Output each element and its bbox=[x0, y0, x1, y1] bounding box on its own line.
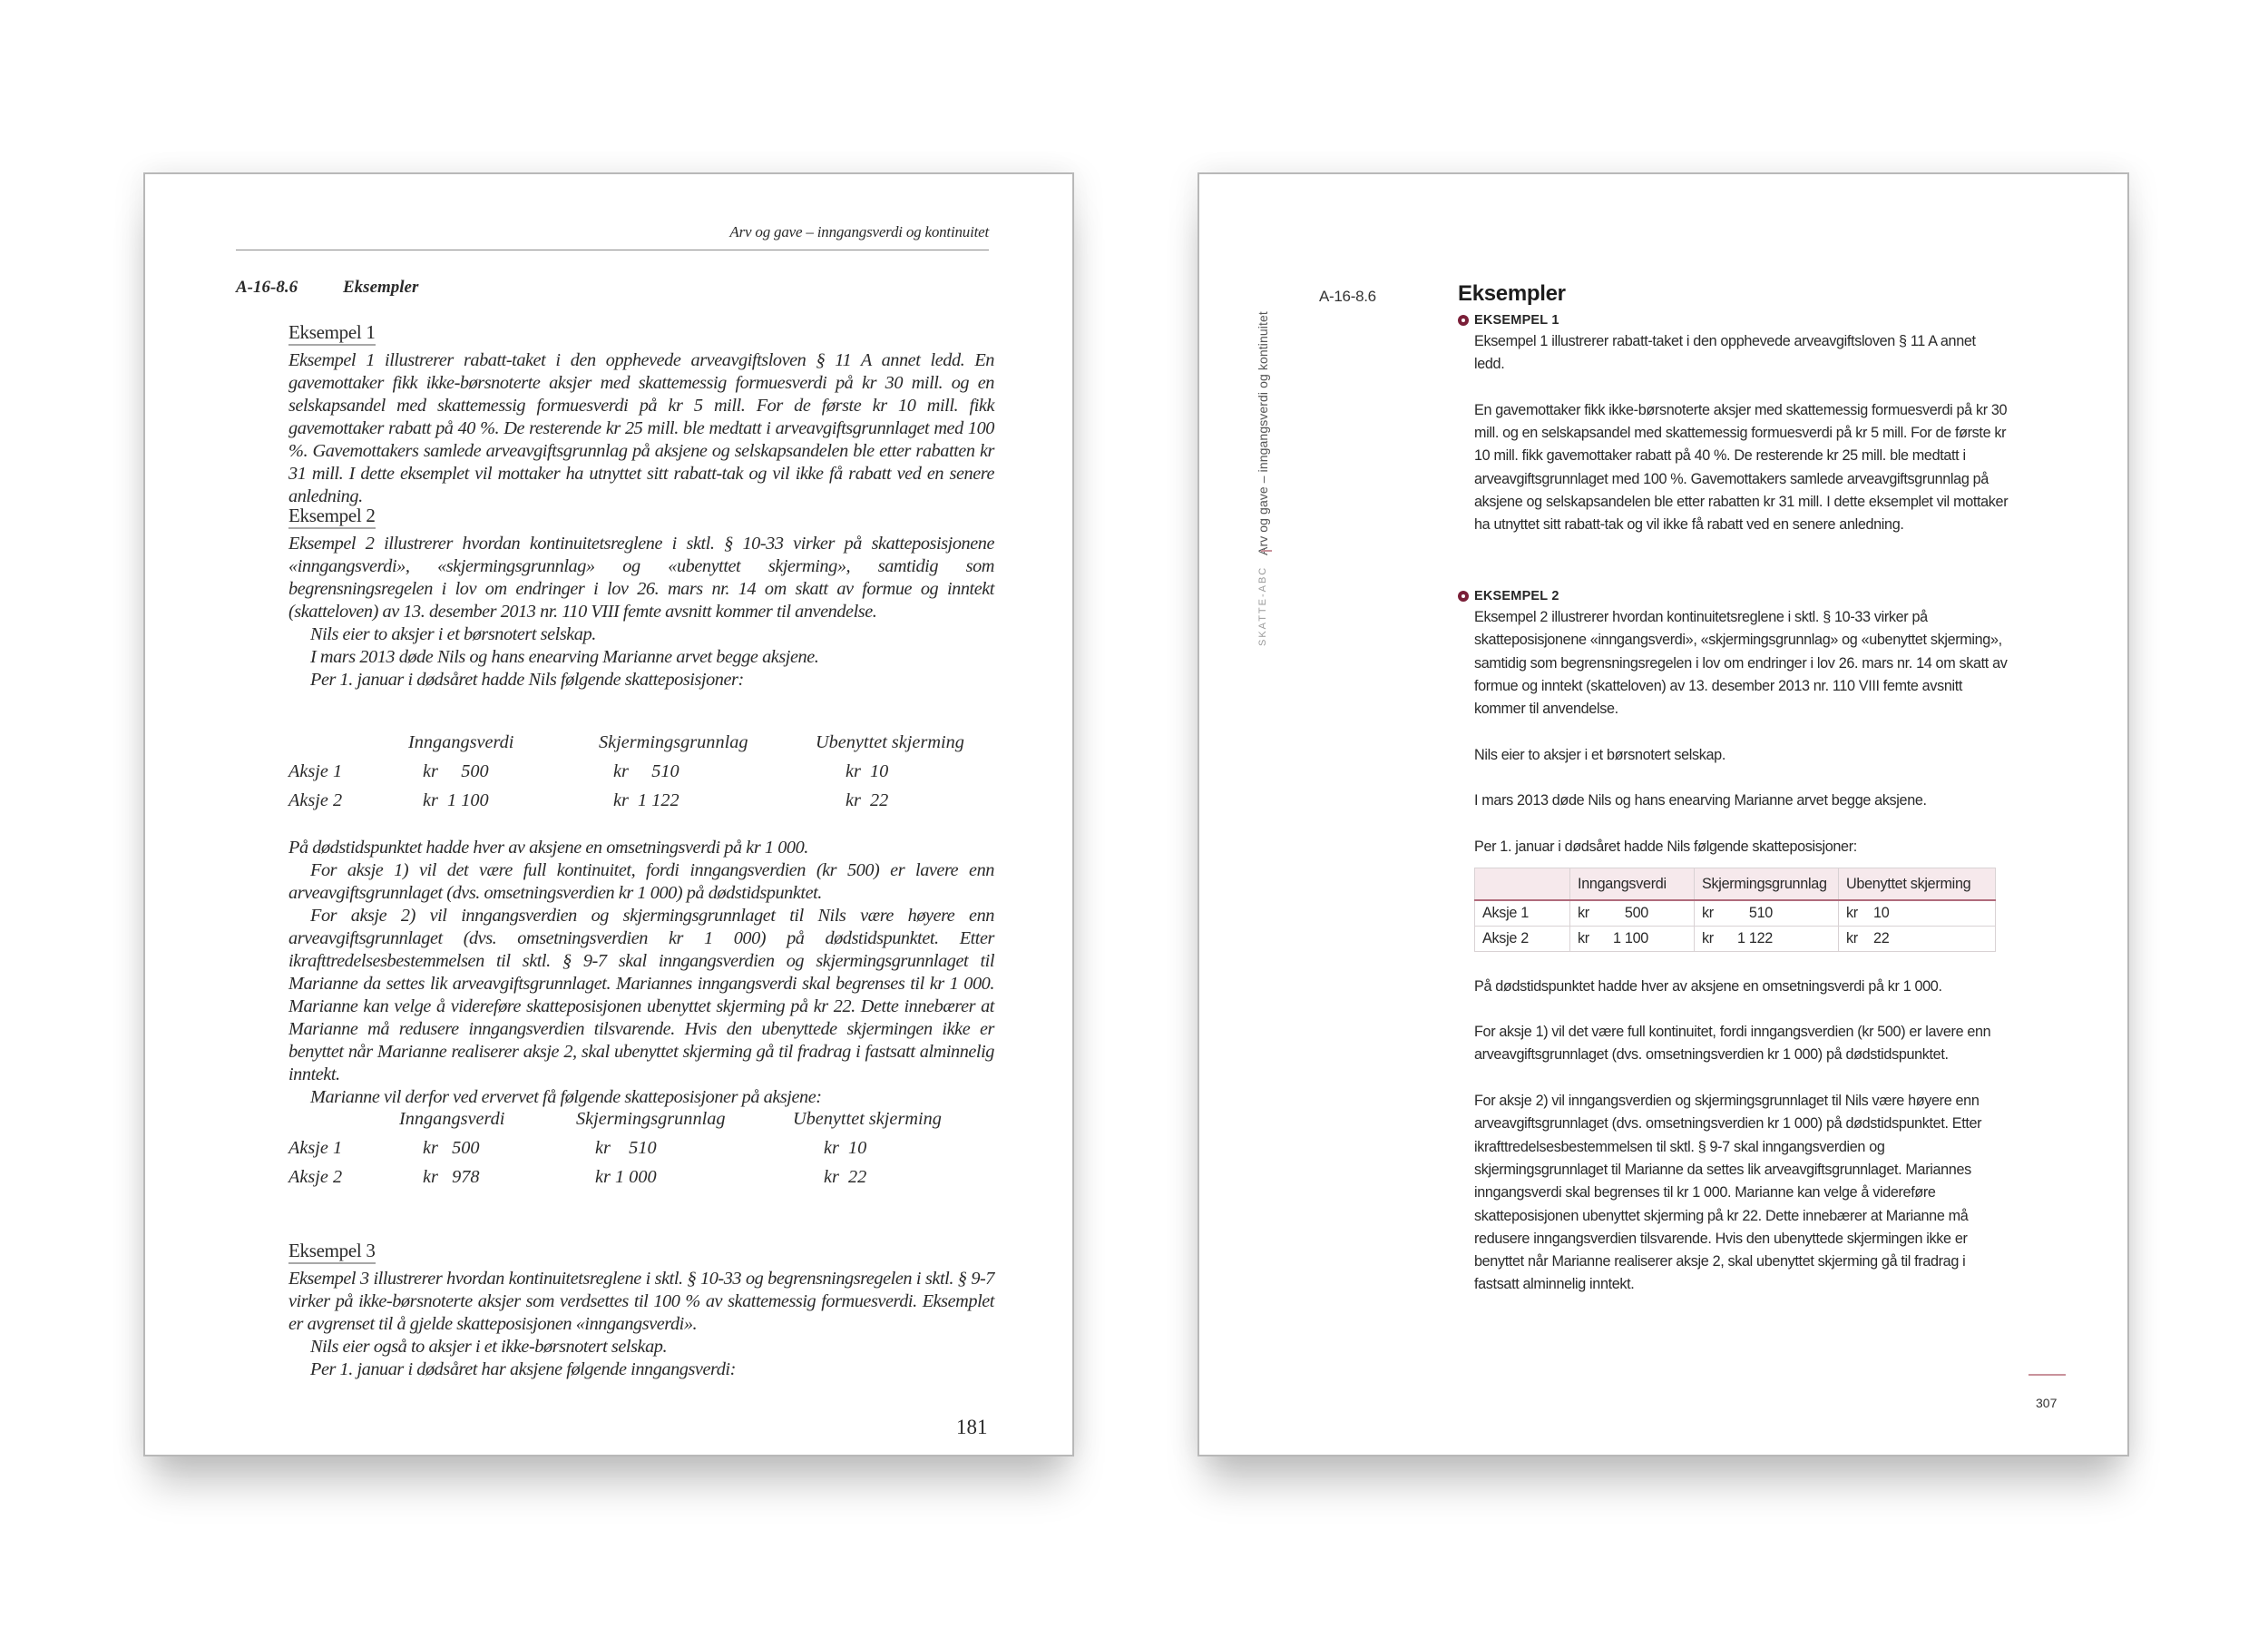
row-label: Aksje 2 bbox=[288, 1167, 343, 1187]
table-cell: kr 10 bbox=[1839, 900, 1996, 927]
example-3-line-1: Nils eier også to aksjer i et ikke-børsnotert selskap. bbox=[310, 1337, 668, 1357]
example-3-intro: Eksempel 3 illustrerer hvordan kontinuitetsreglene i sktl. § 10-33 og begrensningsregelen i sktl. § 9-7 virker på ikke-børsnoterte aksjer som verdsettes til 100 % av skattemessig formuesverdi. Eksemplet er avgrenset til å gjelde skatteposisjonen «inngangsverdi». bbox=[288, 1269, 994, 1334]
table-cell: kr 1 100 bbox=[423, 790, 489, 810]
circle-bullet-icon bbox=[1458, 591, 1469, 602]
table-header-row bbox=[1475, 868, 1996, 901]
example-2-paragraph-4: Per 1. januar i dødsåret hadde Nils følgende skatteposisjoner: bbox=[1474, 838, 1857, 855]
example-3-heading: Eksempel 3 bbox=[288, 1240, 376, 1264]
example-2-after-1: På dødstidspunktet hadde hver av aksjene en omsetningsverdi på kr 1 000. bbox=[288, 838, 808, 858]
right-page-new-layout bbox=[1198, 172, 2129, 1456]
table-cell: kr 500 bbox=[1570, 900, 1695, 927]
example-2-paragraph-2: Nils eier to aksjer i et børsnotert selskap. bbox=[1474, 746, 1725, 763]
footer-accent-rule bbox=[2028, 1374, 2066, 1376]
table-cell: kr 10 bbox=[824, 1138, 867, 1158]
example-2 bbox=[1458, 586, 2009, 1297]
table-cell: kr 510 bbox=[1695, 900, 1839, 927]
example-1-paragraph-2: En gavemottaker fikk ikke-børsnoterte aksjer med skattemessig formuesverdi på kr 30 mill. og en selskapsandel med skattemessig formuesverdi på kr 5 mill. For de første kr 10 mill. fikk gavemottaker rabatt på 40 %. De resterende kr 25 mill. ble medtatt i arveavgiftsgrunnlaget med 100 %. Gavemottakers samlede arveavgiftsgrunnlag på aksjene og selskapsandelen ble etter rabatten kr 31 mill. I dette eksemplet vil mottaker ha utnyttet sitt rabatt-tak og vil ikke få rabatt ved en senere anledning. bbox=[1474, 401, 2009, 534]
table-cell: kr 22 bbox=[846, 790, 889, 810]
example-2-after-4: Marianne vil derfor ved ervervet få følgende skatteposisjoner på aksjene: bbox=[310, 1087, 822, 1107]
table-cell: kr 1 122 bbox=[1695, 927, 1839, 952]
example-2-continued bbox=[288, 837, 994, 1109]
table-row bbox=[1475, 900, 1996, 927]
table-cell: kr 1 122 bbox=[613, 790, 679, 810]
table-header: Inngangsverdi bbox=[1570, 868, 1695, 901]
table-cell: kr 510 bbox=[595, 1138, 657, 1158]
table-header: Inngangsverdi bbox=[408, 732, 514, 752]
row-label: Aksje 1 bbox=[288, 1138, 343, 1158]
table-cell: kr 978 bbox=[423, 1167, 480, 1187]
row-label: Aksje 2 bbox=[1475, 927, 1570, 952]
example-1-heading-label: EKSEMPEL 1 bbox=[1474, 313, 1559, 328]
circle-bullet-icon bbox=[1458, 315, 1469, 326]
running-head: Arv og gave – inngangsverdi og kontinuitet bbox=[729, 223, 989, 240]
left-page-old-layout bbox=[143, 172, 1074, 1456]
example-2-paragraph-6: For aksje 1) vil det være full kontinuitet, fordi inngangsverdien (kr 500) er lavere enn arveavgiftsgrunnlaget (dvs. omsetningsverdien kr 1 000) på dødstidspunktet. bbox=[1474, 1024, 1991, 1064]
page-number: 181 bbox=[956, 1416, 988, 1438]
table-cell: kr 1 000 bbox=[595, 1167, 657, 1187]
example-2-intro: Eksempel 2 illustrerer hvordan kontinuitetsreglene i sktl. § 10-33 virker på skatteposisjonene «inngangsverdi», «skjermingsgrunnlag» og «ubenyttet skjerming», samtidig som begrensningsregelen i lov om endringer i lov 26. mars nr. 14 om skatt av formue og inntekt (skatteloven) av 13. desember 2013 nr. 110 VIII femte avsnitt kommer til anvendelse. bbox=[288, 534, 994, 622]
example-1-heading: Eksempel 1 bbox=[288, 321, 376, 346]
example-3-line-2: Per 1. januar i dødsåret har aksjene følgende inngangsverdi: bbox=[310, 1359, 736, 1379]
example-2-heading bbox=[1458, 586, 2009, 606]
row-label: Aksje 1 bbox=[288, 761, 343, 781]
table-cell: kr 10 bbox=[846, 761, 889, 781]
section-number: A-16-8.6 bbox=[236, 278, 298, 297]
example-2-line-2: I mars 2013 døde Nils og hans enearving Marianne arvet begge aksjene. bbox=[310, 647, 819, 667]
example-2-heading: Eksempel 2 bbox=[288, 505, 376, 529]
row-label: Aksje 2 bbox=[288, 790, 343, 810]
table-cell: kr 1 100 bbox=[1570, 927, 1695, 952]
table-row bbox=[1475, 927, 1996, 952]
example-2-paragraph-5: På dødstidspunktet hadde hver av aksjene en omsetningsverdi på kr 1 000. bbox=[1474, 977, 1942, 995]
table-header: Skjermingsgrunnlag bbox=[1695, 868, 1839, 901]
table-header: Skjermingsgrunnlag bbox=[599, 732, 748, 752]
example-1 bbox=[1458, 310, 2009, 537]
example-2-heading-label: EKSEMPEL 2 bbox=[1474, 589, 1559, 603]
table-cell: kr 500 bbox=[423, 761, 489, 781]
section-number: A-16-8.6 bbox=[1319, 288, 1376, 305]
example-2 bbox=[288, 505, 994, 691]
vertical-chapter-title: Arv og gave – inngangsverdi og kontinuitet bbox=[1256, 311, 1270, 555]
table-cell: kr 22 bbox=[824, 1167, 867, 1187]
example-1-heading bbox=[1458, 310, 2009, 330]
row-label: Aksje 1 bbox=[1475, 900, 1570, 927]
example-1-paragraph: Eksempel 1 illustrerer rabatt-taket i den opphevede arveavgiftsloven § 11 A annet ledd. En gavemottaker fikk ikke-børsnoterte aksjer med skattemessig formuesverdi på kr 30 mill. og en selskapsandel med skattemessig formuesverdi på kr 5 mill. For de første kr 10 mill. fikk gavemottaker rabatt på 40 %. De resterende kr 25 mill. ble medtatt i arveavgiftsgrunnlaget med 100 %. Gavemottakers samlede arveavgiftsgrunnlag på aksjene og selskapsandelen ble etter rabatten kr 31 mill. I dette eksemplet vil mottaker ha utnyttet sitt rabatt-tak og vil ikke få rabatt ved en senere anledning. bbox=[288, 350, 994, 506]
example-2-after-2: For aksje 1) vil det være full kontinuitet, fordi inngangsverdien (kr 500) er lavere enn arveavgiftsgrunnlaget (dvs. omsetningsverdien kr 1 000) på dødstidspunktet. bbox=[288, 860, 994, 903]
vertical-brand-label: SKATTE-ABC bbox=[1257, 565, 1268, 646]
example-2-paragraph-1: Eksempel 2 illustrerer hvordan kontinuitetsreglene i sktl. § 10-33 virker på skatteposisjonene «inngangsverdi», «skjermingsgrunnlag» og «ubenyttet skjerming», samtidig som begrensningsregelen i lov om endringer i lov 26. mars nr. 14 om skatt av formue og inntekt (skatteloven) av 13. desember 2013 nr. 110 VIII femte avsnitt kommer til anvendelse. bbox=[1474, 609, 2008, 718]
section-title: Eksempler bbox=[343, 278, 419, 297]
page-number: 307 bbox=[2036, 1396, 2058, 1410]
table-header: Skjermingsgrunnlag bbox=[576, 1109, 726, 1129]
table-cell: kr 510 bbox=[613, 761, 679, 781]
example-1-paragraph-1: Eksempel 1 illustrerer rabatt-taket i den opphevede arveavgiftsloven § 11 A annet ledd. bbox=[1474, 333, 1976, 373]
table-header: Ubenyttet skjerming bbox=[793, 1109, 942, 1129]
example-2-line-3: Per 1. januar i dødsåret hadde Nils følgende skatteposisjoner: bbox=[310, 670, 744, 690]
table-header-empty bbox=[1475, 868, 1570, 901]
skatteposisjoner-table bbox=[1474, 868, 1996, 952]
example-2-paragraph-7: For aksje 2) vil inngangsverdien og skjermingsgrunnlaget til Nils være høyere enn arveavgiftsgrunnlaget (dvs. omsetningsverdien kr 1 000) på dødstidspunktet. Etter ikrafttredelsesbestemmelsen til sktl. § 9-7 skal inngangsverdien og skjermingsgrunnlaget til Marianne da settes lik arveavgiftsgrunnlaget. Mariannes inngangsverdi skal begrenses til kr 1 000. Marianne kan velge å videreføre skatteposisjonen ubenyttet skjerming på kr 22. Dette innebærer at Marianne må redusere inngangsverdien tilsvarende. Hvis den ubenyttede skjermingen ikke er benyttet når Marianne realiserer aksje 2, skal ubenyttet skjerming gå til fradrag i fastsatt alminnelig inntekt. bbox=[1474, 1093, 1982, 1293]
vertical-accent-rule bbox=[1261, 550, 1272, 552]
example-1 bbox=[288, 321, 994, 508]
example-2-after-3: For aksje 2) vil inngangsverdien og skjermingsgrunnlaget til Nils være høyere enn arveavgiftsgrunnlaget (dvs. omsetningsverdien kr 1 000) på dødstidspunktet. Etter ikrafttredelsesbestemmelsen til sktl. § 9-7 skal inngangsverdien og skjermingsgrunnlaget til Marianne da settes lik arveavgiftsgrunnlaget. Mariannes inngangsverdi skal begrenses til kr 1 000. Marianne kan velge å videreføre skatteposisjonen ubenyttet skjerming på kr 22. Dette innebærer at Marianne må redusere inngangsverdien tilsvarende. Hvis den ubenyttede skjermingen ikke er benyttet når Marianne realiserer aksje 2, skal ubenyttet skjerming gå til fradrag i fastsatt alminnelig inntekt. bbox=[288, 906, 994, 1084]
table-header: Ubenyttet skjerming bbox=[1839, 868, 1996, 901]
table-cell: kr 22 bbox=[1839, 927, 1996, 952]
table-header: Inngangsverdi bbox=[399, 1109, 505, 1129]
section-title: Eksempler bbox=[1458, 281, 1566, 306]
table-cell: kr 500 bbox=[423, 1138, 480, 1158]
example-2-line-1: Nils eier to aksjer i et børsnotert selskap. bbox=[310, 624, 596, 644]
example-2-paragraph-3: I mars 2013 døde Nils og hans enearving Marianne arvet begge aksjene. bbox=[1474, 792, 1927, 809]
example-3 bbox=[288, 1240, 994, 1381]
table-header: Ubenyttet skjerming bbox=[816, 732, 964, 752]
